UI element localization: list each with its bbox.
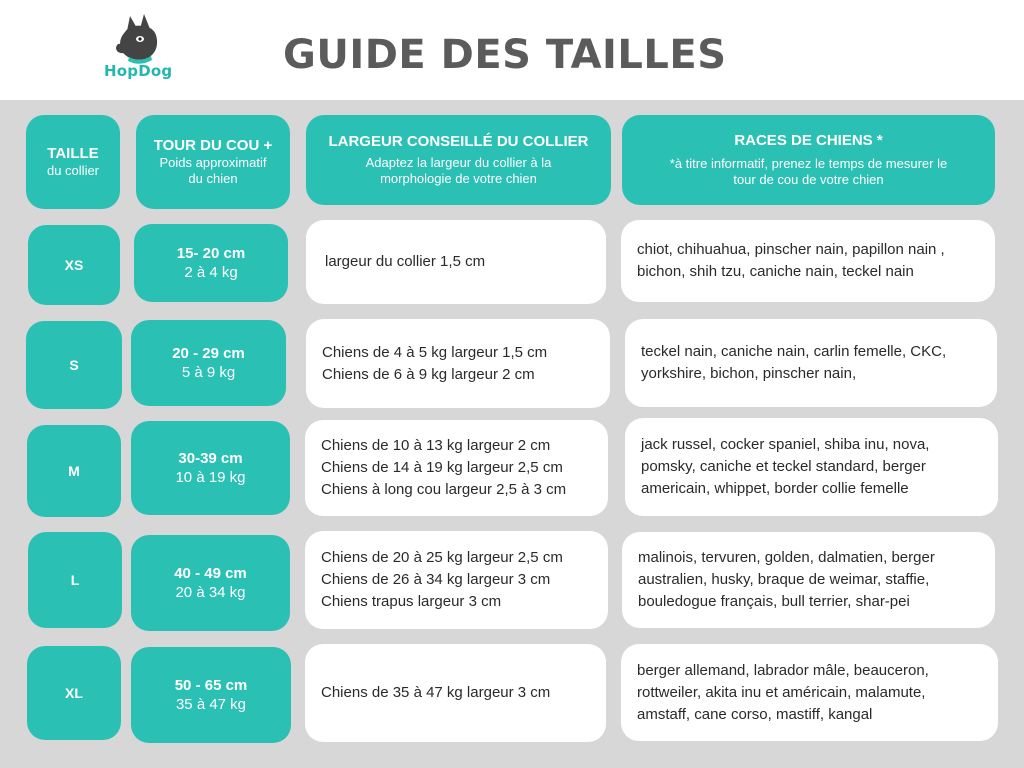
breeds-cell bbox=[625, 319, 997, 407]
size-label: XS bbox=[64, 257, 84, 273]
header-tour-label: TOUR DU COU + bbox=[153, 137, 273, 154]
size-label: XL bbox=[65, 685, 83, 701]
neck-range: 20 - 29 cm bbox=[172, 345, 245, 362]
size-table-panel bbox=[0, 100, 1024, 768]
neck-weight-cell bbox=[131, 647, 291, 743]
weight-range: 35 à 47 kg bbox=[175, 696, 247, 713]
breeds-line: bichon, shih tzu, caniche nain, teckel nain bbox=[637, 263, 914, 280]
width-line: Chiens à long cou largeur 2,5 à 3 cm bbox=[321, 481, 567, 498]
width-cell bbox=[306, 220, 606, 304]
width-line: largeur du collier 1,5 cm bbox=[325, 253, 486, 270]
breeds-line: yorkshire, bichon, pinscher nain, bbox=[641, 365, 857, 382]
header-races-sub2: tour de cou de votre chien bbox=[733, 172, 884, 187]
header-largeur-sub1: Adaptez la largeur du collier à la bbox=[365, 155, 552, 170]
breeds-cell bbox=[622, 532, 995, 628]
size-label: S bbox=[69, 357, 79, 373]
neck-range: 15- 20 cm bbox=[176, 245, 246, 262]
breeds-line: amstaff, cane corso, mastiff, kangal bbox=[637, 705, 873, 723]
header-largeur-label: LARGEUR CONSEILLÉ DU COLLIER bbox=[328, 133, 589, 150]
breeds-line: australien, husky, braque de weimar, staffie, bbox=[638, 571, 930, 588]
breeds-line: malinois, tervuren, golden, dalmatien, berger bbox=[638, 549, 935, 566]
size-cell bbox=[27, 646, 121, 740]
breeds-cell bbox=[621, 644, 998, 741]
breeds-line: chiot, chihuahua, pinscher nain, papillon nain , bbox=[637, 241, 945, 258]
neck-range: 30-39 cm bbox=[178, 450, 243, 467]
neck-weight-cell bbox=[131, 320, 286, 406]
width-cell bbox=[305, 531, 608, 629]
breeds-line: bouledogue français, bull terrier, shar-pei bbox=[638, 593, 910, 610]
width-line: Chiens de 20 à 25 kg largeur 2,5 cm bbox=[321, 549, 563, 566]
neck-range: 50 - 65 cm bbox=[174, 677, 248, 694]
neck-weight-cell bbox=[134, 224, 288, 302]
breeds-line: berger allemand, labrador mâle, beauceron, bbox=[637, 661, 929, 679]
width-line: Chiens de 26 à 34 kg largeur 3 cm bbox=[321, 571, 551, 588]
weight-range: 20 à 34 kg bbox=[175, 584, 246, 601]
header-tour-du-cou bbox=[136, 115, 290, 209]
header-taille-label: TAILLE bbox=[47, 145, 99, 162]
size-cell bbox=[27, 425, 121, 517]
breeds-line: jack russel, cocker spaniel, shiba inu, nova, bbox=[641, 436, 930, 453]
brand-name: HopDog bbox=[104, 62, 173, 80]
page-title: GUIDE DES TAILLES bbox=[283, 32, 727, 78]
breeds-cell bbox=[621, 220, 995, 302]
width-line: Chiens de 6 à 9 kg largeur 2 cm bbox=[322, 365, 535, 383]
width-cell bbox=[306, 319, 610, 408]
size-label: M bbox=[68, 463, 80, 479]
header-taille bbox=[26, 115, 120, 209]
size-cell bbox=[28, 532, 122, 628]
header-tour-sub1: Poids approximatif bbox=[159, 155, 267, 170]
size-cell bbox=[26, 321, 122, 409]
size-cell bbox=[28, 225, 120, 305]
header-largeur-sub2: morphologie de votre chien bbox=[380, 171, 537, 186]
weight-range: 2 à 4 kg bbox=[184, 264, 238, 281]
width-cell bbox=[305, 420, 608, 516]
size-label: L bbox=[70, 572, 80, 588]
neck-weight-cell bbox=[131, 535, 290, 631]
breeds-line: pomsky, caniche et teckel standard, berger bbox=[641, 458, 926, 475]
weight-range: 5 à 9 kg bbox=[181, 364, 236, 381]
header-taille-sub: du collier bbox=[46, 163, 100, 178]
width-line: Chiens trapus largeur 3 cm bbox=[321, 593, 502, 610]
header-largeur bbox=[306, 115, 611, 205]
width-line: Chiens de 4 à 5 kg largeur 1,5 cm bbox=[322, 343, 548, 361]
weight-range: 10 à 19 kg bbox=[175, 469, 246, 486]
breeds-cell bbox=[625, 418, 998, 516]
header-races bbox=[622, 115, 995, 205]
header-races-sub1: *à titre informatif, prenez le temps de mesurer le bbox=[669, 156, 948, 171]
header-races-label: RACES DE CHIENS * bbox=[734, 132, 883, 149]
breeds-line: teckel nain, caniche nain, carlin femelle, CKC, bbox=[641, 343, 947, 360]
breeds-line: rottweiler, akita inu et américain, malamute, bbox=[637, 683, 926, 701]
neck-weight-cell bbox=[131, 421, 290, 515]
header-tour-sub2: du chien bbox=[188, 171, 238, 186]
width-line: Chiens de 14 à 19 kg largeur 2,5 cm bbox=[321, 459, 563, 476]
page-header bbox=[0, 0, 1024, 100]
breeds-line: americain, whippet, border collie femelle bbox=[641, 480, 909, 497]
neck-range: 40 - 49 cm bbox=[174, 565, 247, 582]
width-line: Chiens de 10 à 13 kg largeur 2 cm bbox=[321, 437, 551, 454]
width-line: Chiens de 35 à 47 kg largeur 3 cm bbox=[321, 684, 551, 701]
width-cell bbox=[305, 644, 606, 742]
